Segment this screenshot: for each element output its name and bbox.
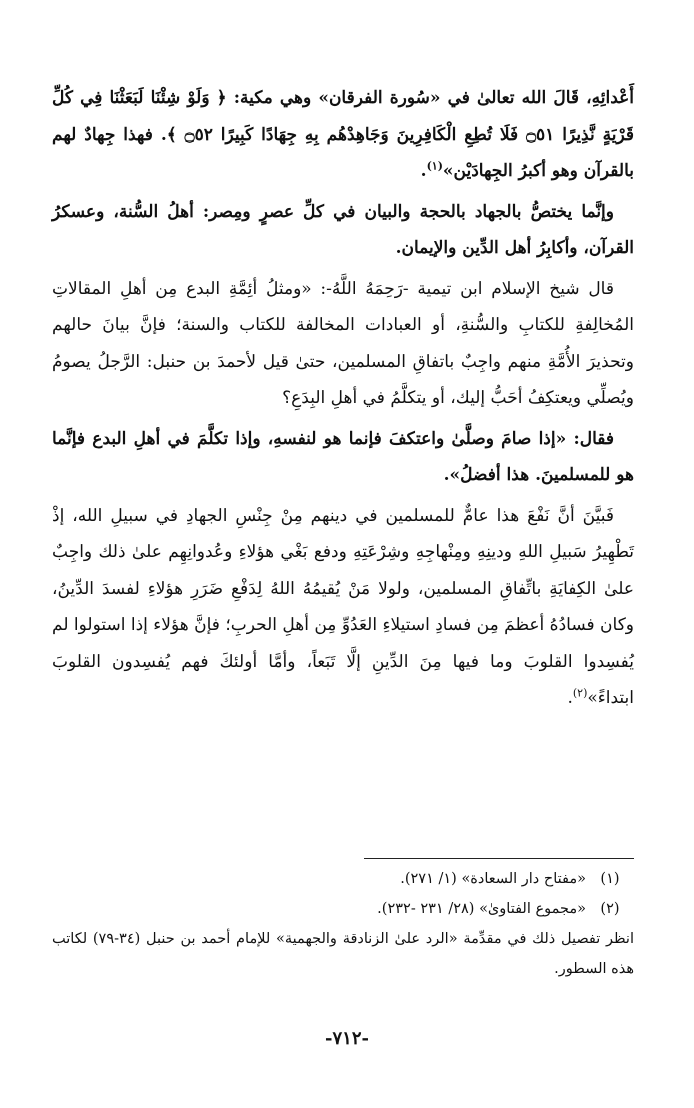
period: .: [420, 161, 427, 181]
footnote-note: انظر تفصيل ذلك في مقدِّمة «الرد علىٰ الزنادقة والجهمية» للإمام أحمد بن حنبل (٣٤-٧٩) لكاتب هذه السطور.: [52, 931, 635, 977]
period: .: [567, 688, 573, 708]
footnote-item: [52, 894, 634, 924]
paragraph-text: فَبيَّنَ أنَّ نَفْعَ هذا عامٌّ للمسلمين في دينهم مِنْ جِنْسِ الجهادِ في سبيلِ الله، إذْ تَطْهِيرُ سَبيلِ اللهِ ودينِهِ ومِنْهاجِهِ وشِرْعَتِهِ ودفع بَغْي هؤلاءِ وعُدوانِهِم علىٰ ذلك واجِبٌ علىٰ الكِفايَةِ باتِّفاقِ المسلمين، ولولا مَنْ يُقيمُهُ اللهُ لِدَفْعِ ضَرَرِ هؤلاءِ لفسدَ الدِّينُ، وكان فسادُهُ أعظمَ مِن فسادِ استيلاءِ العَدُوِّ مِن أهلِ الحربِ؛ فإنَّ هؤلاء إذا استولوا لم يُفسِدوا القلوبَ وما فيها مِنَ الدِّينِ إلَّا تَبَعاً، وأمَّا أولئكَ فهم يُفسِدون القلوبَ ابتداءً»: [52, 505, 634, 708]
page-number: -٧١٢-: [325, 1028, 369, 1049]
footnotes-section: [52, 864, 634, 984]
footnote-ref-1: (١): [426, 159, 443, 173]
footnote-divider: [364, 858, 634, 859]
paragraph-text-continued: فهذا جِهادٌ لهم بالقرآن وهو أكبرُ الجِهادَيْن»: [52, 124, 634, 181]
footnote-number: (٢): [600, 901, 620, 917]
paragraph-ahmad-answer: فقال: «إذا صامَ وصلَّىٰ واعتكفَ فإنما هو لنفسهِ، وإذا تكلَّمَ في أهلِ البدع فإنَّما هو للمسلمينَ. هذا أفضلُ».: [52, 428, 634, 485]
footnote-item: [52, 864, 634, 894]
footnote-ref-2: (٢): [572, 686, 588, 700]
paragraph-ibn-taymiyya-quote: قال شيخ الإسلام ابن تيمية -رَحِمَهُ اللَّهُ-: «ومثلُ أئِمَّةِ البدع مِن أهلِ المقالاتِ المُخالِفةِ للكتابِ والسُّنةِ، أو العبادات المخالفة للكتاب والسنة؛ فإنَّ بيانَ حالهم وتحذيرَ الأُمَّةِ منهم واجِبٌ باتفاقِ المسلمين، حتىٰ قيل لأحمدَ بن حنبل: الرَّجلُ يصومُ ويُصلِّي ويعتكِفُ أحَبُّ إليك، أو يتكلَّمُ في أهلِ البِدَعِ؟: [52, 278, 634, 408]
footnote-text: «مجموع الفتاوىٰ» (٢٨/ ٢٣١ -٢٣٢).: [377, 901, 586, 917]
paragraph-explanation: [52, 498, 634, 717]
main-text: [52, 80, 634, 717]
paragraph-jihad-argument: وإنَّما يختصُّ بالجهاد بالحجة والبيان في كلِّ عصرٍ ومِصر: أهلُ السُّنة، وعسكرُ القرآن، وأكابِرُ أهل الدِّين والإيمان.: [52, 201, 634, 258]
paragraph-quran-quote: [52, 80, 634, 190]
paragraph-text: أَعْدائِهِ، قَالَ الله تعالىٰ في «سُورة الفرقان» وهي مكية: ﴿ وَلَوْ شِئْنَا لَبَعَثْنَا فِي كُلِّ قَرْيَةٍ نَّذِيرًا ۝٥١ فَلَا تُطِعِ الْكَافِرِينَ وَجَاهِدْهُم بِهِ جِهَادًا كَبِيرًا ۝٥٢ ﴾.: [52, 88, 634, 145]
footnote-number: (١): [600, 871, 620, 887]
footnote-text: «مفتاح دار السعادة» (١/ ٢٧١).: [400, 871, 586, 887]
